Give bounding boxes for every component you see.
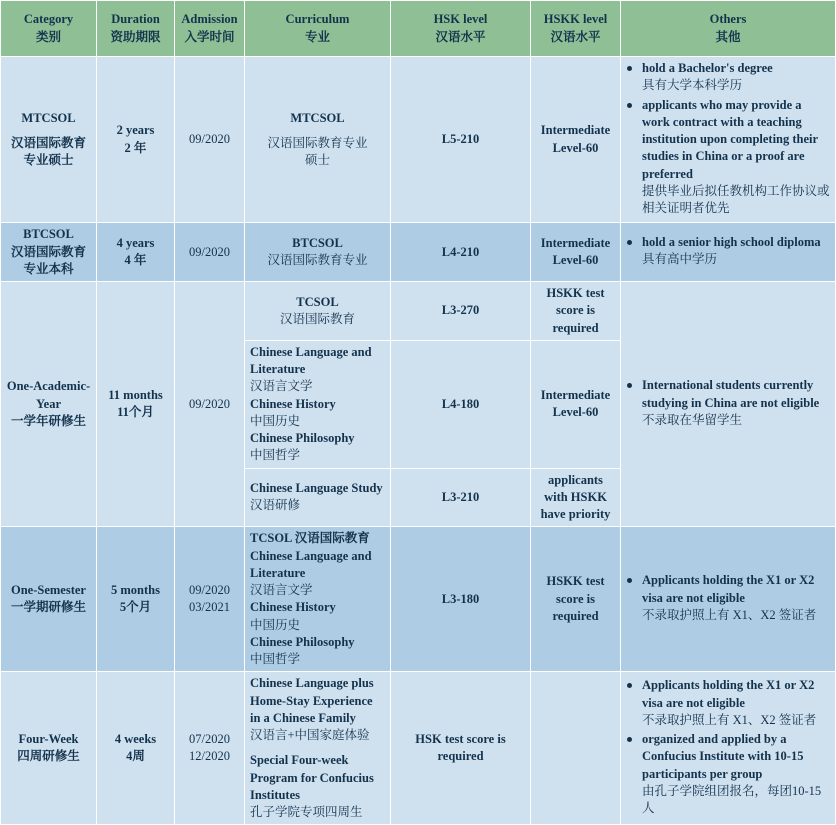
list-item [626, 572, 830, 624]
curriculum-line: 汉语言文学 [250, 583, 313, 597]
column-header-admission-cn: 入学时间 [184, 29, 235, 44]
table-row [1, 282, 836, 341]
duration-en: 2 years [116, 123, 155, 138]
curriculum-line: 汉语言+中国家庭体验 [250, 728, 370, 742]
cell-hskk-oay-2: Intermediate Level-60 [531, 340, 621, 468]
others-bullet-list [626, 677, 830, 817]
column-header-curriculum-en: Curriculum [285, 12, 350, 27]
duration-cn: 4周 [126, 749, 145, 764]
cell-admission-four-week [175, 672, 245, 825]
curriculum-line: 中国哲学 [250, 652, 301, 666]
list-item [626, 377, 830, 429]
column-header-duration-cn: 资助期限 [110, 29, 161, 44]
others-text-en: organized and applied by a Confucius Institute with 10-15 participants per group [642, 732, 804, 781]
column-header-hskk [531, 1, 621, 57]
duration-en: 4 weeks [114, 732, 157, 746]
curriculum-line: 汉语国际教育专业 [267, 253, 368, 268]
others-text-cn: 具有高中学历 [642, 252, 718, 267]
others-text-en: Applicants holding the X1 or X2 visa are not eligible [642, 573, 815, 605]
others-text-cn: 由孔子学院组团报名，每团10-15人 [642, 783, 822, 815]
cell-curriculum-one-semester [245, 527, 391, 672]
column-header-category [1, 1, 97, 57]
list-item [626, 97, 830, 218]
cell-hsk-oay-3: L3-210 [391, 468, 531, 527]
column-header-duration-en: Duration [111, 12, 160, 27]
category-name-cn2: 专业本科 [23, 261, 74, 276]
curriculum-line: 汉语国际教育 [279, 311, 355, 326]
duration-en: 4 years [116, 235, 155, 250]
curriculum-line: Chinese History [250, 396, 336, 411]
cell-curriculum-oay-3 [245, 468, 391, 527]
cell-hskk-btcsol: Intermediate Level-60 [531, 223, 621, 282]
cell-others-four-week [621, 672, 836, 825]
table-row [1, 527, 836, 672]
cell-admission-one-semester [175, 527, 245, 672]
cell-others-one-academic-year [621, 282, 836, 527]
curriculum-line: Chinese Language and Literature [250, 344, 372, 376]
cell-duration-one-academic-year [97, 282, 175, 527]
cell-hskk-one-semester: HSKK test score is required [531, 527, 621, 672]
admission-date-2: 03/2021 [189, 600, 230, 615]
others-bullet-list [626, 60, 830, 217]
column-header-category-en: Category [23, 12, 74, 27]
column-header-category-cn: 类别 [35, 29, 61, 44]
cell-admission-btcsol: 09/2020 [175, 223, 245, 282]
curriculum-line: BTCSOL [292, 235, 343, 250]
cell-hskk-four-week [531, 672, 621, 825]
cell-category-btcsol [1, 223, 97, 282]
cell-admission-one-academic-year: 09/2020 [175, 282, 245, 527]
cell-hsk-oay-2: L4-180 [391, 340, 531, 468]
cell-hsk-mtcsol: L5-210 [391, 57, 531, 223]
admission-date-1: 07/2020 [189, 732, 230, 746]
category-name-en: MTCSOL [21, 110, 76, 125]
curriculum-line: 汉语国际教育专业 [267, 136, 368, 150]
column-header-duration [97, 1, 175, 57]
curriculum-line: Chinese Language Study [250, 481, 383, 496]
table-header [1, 1, 836, 57]
cell-hsk-one-semester: L3-180 [391, 527, 531, 672]
curriculum-line: Special Four-week Program for Confucius Institutes [250, 753, 374, 802]
curriculum-line: 中国历史 [250, 413, 301, 428]
table-row [1, 672, 836, 825]
column-header-others-cn: 其他 [715, 29, 741, 44]
category-name-cn: 四周研修生 [17, 749, 80, 764]
column-header-others-en: Others [709, 12, 747, 27]
column-header-curriculum [245, 1, 391, 57]
cell-category-one-academic-year [1, 282, 97, 527]
column-header-hsk [391, 1, 531, 57]
curriculum-line: 汉语言文学 [250, 379, 313, 394]
cell-hskk-oay-3: applicants with HSKK have priority [531, 468, 621, 527]
cell-duration-one-semester [97, 527, 175, 672]
cell-duration-four-week [97, 672, 175, 825]
cell-category-mtcsol [1, 57, 97, 223]
others-bullet-list [626, 377, 830, 429]
duration-en: 11 months [108, 387, 163, 402]
others-text-en: International students currently studying in China are not eligible [642, 378, 820, 410]
cell-curriculum-btcsol [245, 223, 391, 282]
category-name-cn2: 专业硕士 [23, 153, 74, 168]
cell-curriculum-oay-2 [245, 340, 391, 468]
table-body [1, 57, 836, 825]
cell-others-btcsol [621, 223, 836, 282]
duration-cn: 5个月 [119, 600, 152, 615]
curriculum-line: TCSOL [296, 294, 339, 309]
category-name-cn1: 汉语国际教育 [10, 136, 86, 150]
table-header-row [1, 1, 836, 57]
category-name-cn: 一学年研修生 [10, 413, 86, 428]
cell-duration-mtcsol [97, 57, 175, 223]
cell-others-one-semester [621, 527, 836, 672]
curriculum-line: Chinese History [250, 600, 336, 615]
curriculum-line: TCSOL 汉语国际教育 [250, 531, 370, 546]
cell-curriculum-oay-1 [245, 282, 391, 341]
others-text-en: applicants who may provide a work contract with a teaching institution upon completing their studies in China or a proof are preferred [642, 97, 818, 181]
category-name-en: One-Semester [11, 583, 86, 597]
list-item [626, 677, 830, 729]
others-bullet-list [626, 572, 830, 624]
cell-admission-mtcsol: 09/2020 [175, 57, 245, 223]
category-name-cn: 一学期研修生 [10, 600, 86, 615]
others-bullet-list [626, 234, 830, 269]
curriculum-line: 中国历史 [250, 617, 301, 632]
curriculum-line: Chinese Language and Literature [250, 548, 372, 580]
curriculum-line: 孔子学院专项四周生 [250, 805, 363, 819]
others-text-en: hold a senior high school diploma [642, 234, 821, 249]
list-item [626, 234, 830, 269]
cell-hskk-oay-1: HSKK test score is required [531, 282, 621, 341]
cell-duration-btcsol [97, 223, 175, 282]
duration-cn: 11个月 [117, 405, 154, 420]
table-row [1, 57, 836, 223]
cell-category-one-semester [1, 527, 97, 672]
cell-hsk-btcsol: L4-210 [391, 223, 531, 282]
column-header-hsk-en: HSK level [433, 12, 488, 27]
cell-category-four-week [1, 672, 97, 825]
others-text-cn: 不录取护照上有 X1、X2 签证者 [642, 607, 817, 622]
category-name-en: BTCSOL [23, 227, 74, 242]
others-text-cn: 提供毕业后拟任教机构工作协议或相关证明者优先 [642, 183, 830, 215]
cell-others-mtcsol [621, 57, 836, 223]
others-text-en: Applicants holding the X1 or X2 visa are not eligible [642, 678, 815, 710]
curriculum-line: Chinese Philosophy [250, 634, 355, 649]
cell-hsk-oay-1: L3-270 [391, 282, 531, 341]
column-header-hskk-en: HSKK level [543, 12, 608, 27]
curriculum-line: 汉语研修 [250, 498, 301, 513]
admission-date-2: 12/2020 [189, 749, 230, 764]
curriculum-line: Chinese Philosophy [250, 431, 355, 445]
others-text-cn: 具有大学本科学历 [642, 78, 743, 93]
others-text-cn: 不录取在华留学生 [642, 412, 743, 427]
curriculum-line: Chinese Language plus Home-Stay Experience in a Chinese Family [250, 676, 374, 725]
table-row [1, 223, 836, 282]
column-header-admission-en: Admission [181, 12, 238, 27]
cell-hskk-mtcsol: Intermediate Level-60 [531, 57, 621, 223]
category-name-en: One-Academic-Year [6, 379, 91, 411]
cell-curriculum-mtcsol [245, 57, 391, 223]
list-item [626, 60, 830, 95]
curriculum-line: MTCSOL [290, 110, 345, 125]
duration-cn: 4 年 [124, 253, 147, 268]
others-text-cn: 不录取护照上有 X1、X2 签证者 [642, 712, 817, 727]
column-header-others [621, 1, 836, 57]
admission-date-1: 09/2020 [189, 583, 230, 597]
duration-en: 5 months [111, 583, 160, 597]
curriculum-line: 中国哲学 [250, 448, 301, 463]
curriculum-line: 硕士 [304, 153, 330, 168]
cell-hsk-four-week: HSK test score is required [391, 672, 531, 825]
list-item [626, 731, 830, 817]
column-header-curriculum-cn: 专业 [304, 29, 330, 44]
duration-cn: 2 年 [124, 140, 147, 155]
cell-curriculum-four-week [245, 672, 391, 825]
category-name-cn1: 汉语国际教育 [10, 244, 86, 259]
column-header-hskk-cn: 汉语水平 [550, 29, 601, 44]
column-header-hsk-cn: 汉语水平 [435, 29, 486, 44]
others-text-en: hold a Bachelor's degree [642, 61, 773, 75]
column-header-admission [175, 1, 245, 57]
category-name-en: Four-Week [18, 732, 79, 746]
